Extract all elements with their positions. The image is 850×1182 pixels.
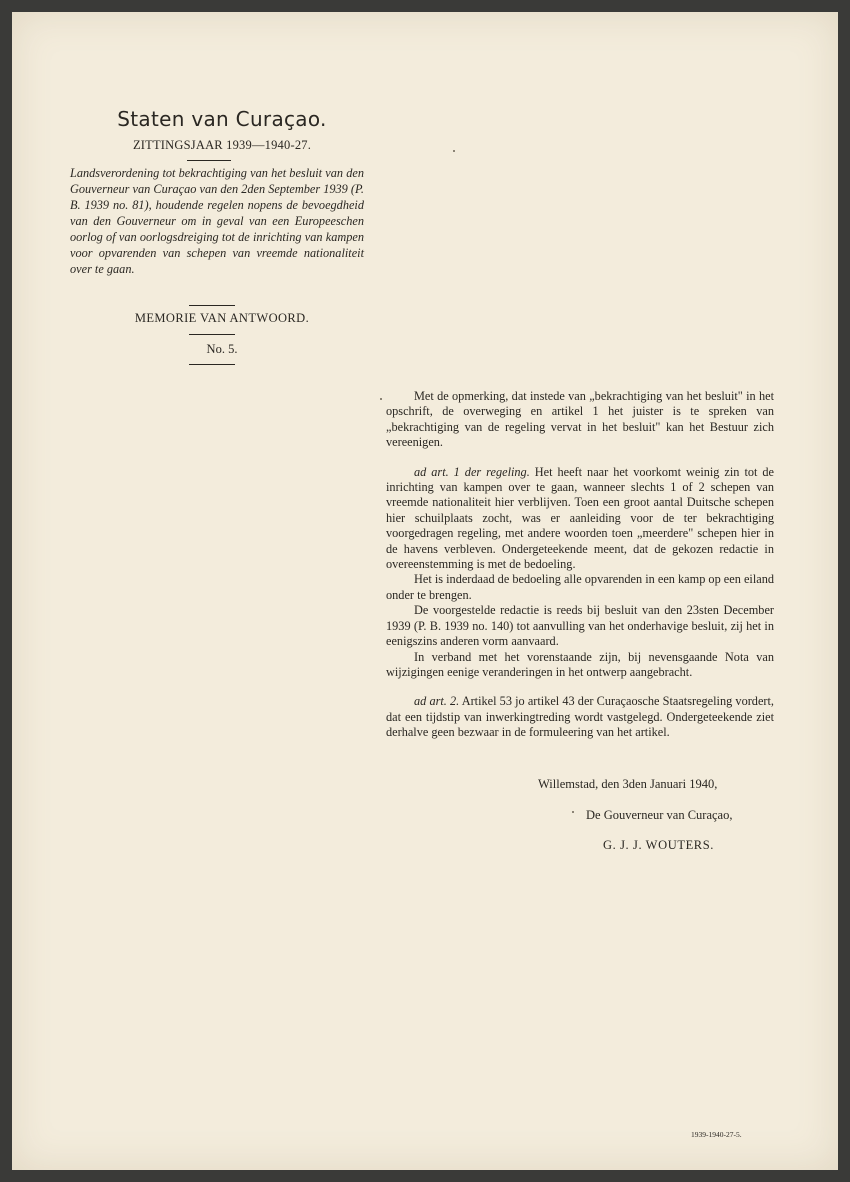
document-page <box>12 12 838 1170</box>
subject-paragraph: Landsverordening tot bekrachtiging van het besluit van den Gouverneur van Curaçao van den 2den September 1939 (P. B. 1939 no. 81), houdende regelen nopens de bevoegdheid van den Gouverneur om in geval van een Europeeschen oorlog of van oorlogsdreiging tot de inrichting van kampen voor opvarenden van schepen van vreemde nationaliteit over te gaan. <box>70 166 364 276</box>
divider <box>189 305 235 306</box>
header-title: Staten van Curaçao. <box>117 107 327 131</box>
body-paragraph: Met de opmerking, dat instede van „bekrachtiging van het besluit" in het opschrift, de overweging en artikel 1 het juister is te spreken van „bekrachtiging van de regeling vervat in het besluit" kan het Bestuur zich vereenigen. <box>386 389 774 450</box>
session-line: ZITTINGSJAAR 1939—1940-27. <box>132 138 312 152</box>
footer-code: 1939-1940-27-5. <box>691 1130 742 1139</box>
paragraph-text: Het heeft naar het voorkomt weinig zin tot de inrichting van kampen over te gaan, wanneer slechts 1 of 2 schepen van vreemde nationaliteit hier verblijven. Toen een groot aantal Duitsche schepen hier schuilplaats zocht, was er aanleiding voor de ter bekrachtiging voorgedragen regeling, met andere woorden toen „meerdere" schepen hier in de havens verbleven. Ondergeteekende meent, dat de gekozen redactie in overeenstemming is met de bedoeling. <box>386 464 775 572</box>
body-text <box>386 389 774 741</box>
place-date: Willemstad, den 3den Januari 1940, <box>538 777 718 791</box>
signatory-name: G. J. J. WOUTERS. <box>603 838 715 852</box>
body-paragraph: In verband met het vorenstaande zijn, bij nevensgaande Nota van wijzigingen eenige veranderingen in het ontwerp aangebracht. <box>386 649 774 679</box>
document-number: No. 5. <box>206 342 238 356</box>
body-paragraph: Het is inderdaad de bedoeling alle opvarenden in een kamp op een eiland onder te brengen. <box>386 572 774 602</box>
body-paragraph <box>386 465 774 573</box>
speck <box>453 150 455 152</box>
subject-text <box>70 165 364 277</box>
document-type: MEMORIE VAN ANTWOORD. <box>134 311 310 325</box>
article-reference: ad art. 2. <box>414 694 460 709</box>
signatory-office: De Gouverneur van Curaçao, <box>586 808 733 822</box>
divider <box>189 364 235 365</box>
article-reference: ad art. 1 der regeling. <box>414 464 530 479</box>
body-paragraph: De voorgestelde redactie is reeds bij besluit van den 23sten December 1939 (P. B. 1939 no. 140) tot aanvulling van het onderhavige besluit, zij het in eenigszins anderen vorm aanvaard. <box>386 603 774 649</box>
paragraph-text: Artikel 53 jo artikel 43 der Curaçaosche Staatsregeling vordert, dat een tijdstip van inwerkingtreding wordt vastgelegd. Ondergeteekende ziet derhalve geen bezwaar in de formuleering van het artikel. <box>386 694 775 740</box>
body-paragraph <box>386 694 774 740</box>
divider <box>189 334 235 335</box>
speck <box>572 811 574 813</box>
divider <box>187 160 231 161</box>
speck <box>380 398 382 400</box>
